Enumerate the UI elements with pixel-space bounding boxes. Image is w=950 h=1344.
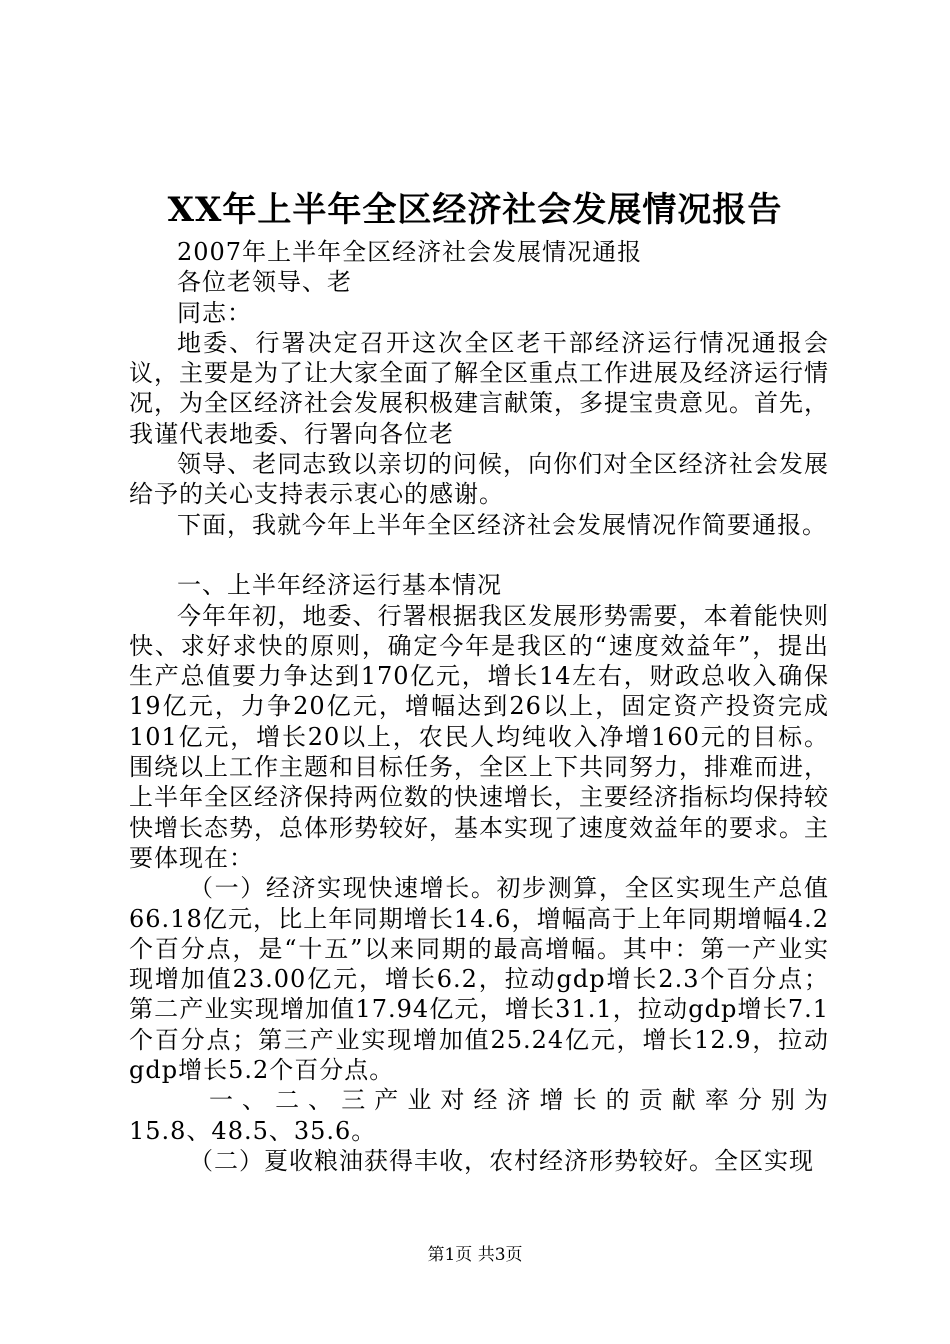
paragraph-subtitle: 2007年上半年全区经济社会发展情况通报	[177, 238, 643, 266]
paragraph-salutation-cont: 同志：	[177, 298, 252, 327]
document-body	[129, 237, 829, 1176]
section-heading: 一、上半年经济运行基本情况	[177, 571, 502, 600]
paragraph-growth: （一）经济实现快速增长。初步测算，全区实现生产总值66.18亿元，比上年同期增长14.6，增幅高于上年同期增幅4.2个百分点，是“十五”以来同期的最高增幅。其中：第一产业实现增加值23.00亿元，增长6.2，拉动gdp增长2.3个百分点；第二产业实现增加值17.94亿元，增长31.1，拉动gdp增长7.1个百分点；第三产业实现增加值25.24亿元，增长12.9，拉动gdp增长5.2个百分点。	[129, 874, 829, 1085]
paragraph-overview: 今年年初，地委、行署根据我区发展形势需要，本着能快则快、求好求快的原则，确定今年是我区的“速度效益年”，提出生产总值要力争达到170亿元，增长14左右，财政总收入确保19亿元，力争20亿元，增幅达到26以上，固定资产投资完成101亿元，增长20以上，农民人均纯收入净增160元的目标。围绕以上工作主题和目标任务，全区上下共同努力，排难而进，上半年全区经济保持两位数的快速增长，主要经济指标均保持较快增长态势，总体形势较好，基本实现了速度效益年的要求。主要体现在：	[129, 601, 829, 872]
blank-line	[129, 540, 829, 570]
paragraph-contribution: 一、二、三产业对经济增长的贡献率分别为	[209, 1086, 829, 1115]
paragraph-greeting: 领导、老同志致以亲切的问候，向你们对全区经济社会发展给予的关心支持表示衷心的感谢。	[129, 450, 829, 509]
paragraph-announcement: 下面，我就今年上半年全区经济社会发展情况作简要通报。	[177, 510, 827, 539]
paragraph-harvest: （二）夏收粮油获得丰收，农村经济形势较好。全区实现	[189, 1146, 814, 1175]
document-title: XX年上半年全区经济社会发展情况报告	[167, 190, 783, 230]
paragraph-intro: 地委、行署决定召开这次全区老干部经济运行情况通报会议，主要是为了让大家全面了解全区重点工作进展及经济运行情况，为全区经济社会发展积极建言献策，多提宝贵意见。首先，我谨代表地委、行署向各位老	[129, 328, 829, 448]
page-footer: 第1页 共3页	[427, 1245, 523, 1265]
paragraph-salutation: 各位老领导、老	[177, 268, 352, 297]
paragraph-contribution-values: 15.8、48.5、35.6。	[129, 1116, 377, 1145]
